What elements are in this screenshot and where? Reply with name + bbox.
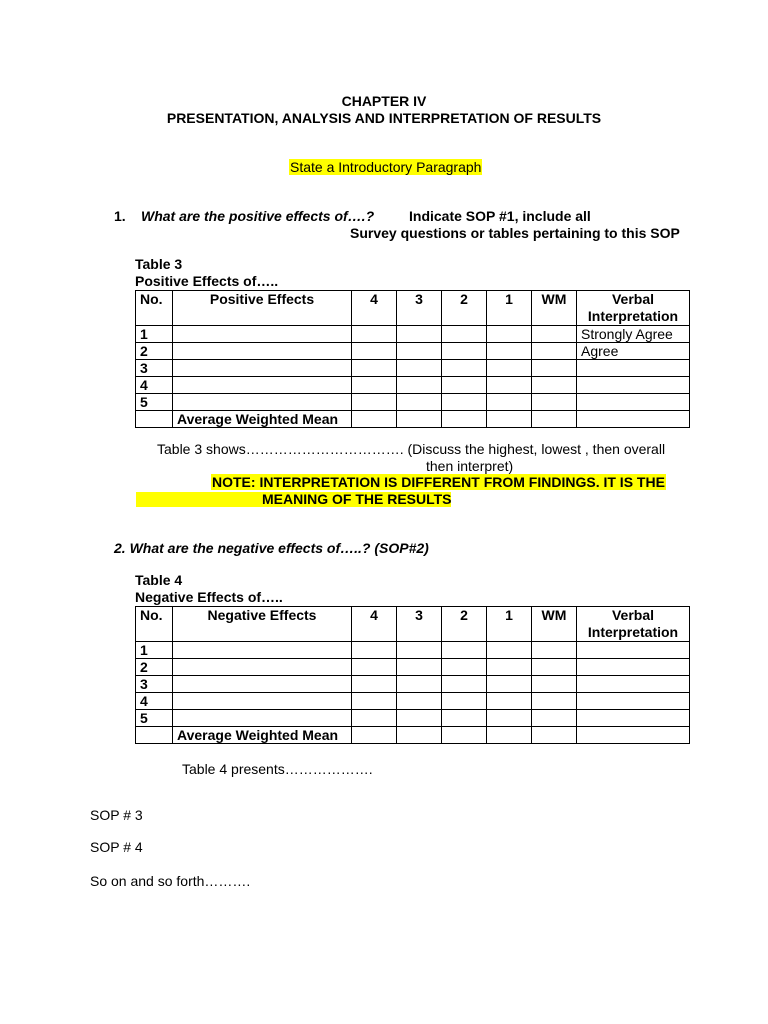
verbal-cell: Agree [577, 343, 690, 360]
row-number: 3 [136, 360, 173, 377]
row-number: 4 [136, 693, 173, 710]
sop-1-instruction: Indicate SOP #1, include all [409, 208, 591, 224]
col-header-3: 3 [397, 607, 442, 642]
note-line-1: NOTE: INTERPRETATION IS DIFFERENT FROM FINDINGS. IT IS THE [212, 474, 665, 490]
verbal-cell [577, 642, 690, 659]
table-average-row [136, 727, 690, 744]
table-row [136, 377, 690, 394]
col-header-2: 2 [442, 607, 487, 642]
table-3-header-row [136, 291, 690, 326]
row-number: 5 [136, 710, 173, 727]
table-4-header-row [136, 607, 690, 642]
table-3-discussion-cont: then interpret) [426, 458, 514, 474]
sop-3-label: SOP # 3 [90, 807, 143, 823]
row-number: 4 [136, 377, 173, 394]
verbal-cell [577, 394, 690, 411]
row-number: 1 [136, 642, 173, 659]
table-row [136, 360, 690, 377]
col-header-3: 3 [397, 291, 442, 326]
verbal-cell [577, 693, 690, 710]
table-4-label: Table 4 [135, 572, 183, 588]
col-header-effects: Positive Effects [173, 291, 352, 326]
table-row [136, 676, 690, 693]
so-on-text: So on and so forth………. [90, 873, 251, 889]
intro-paragraph-placeholder: State a Introductory Paragraph [290, 159, 482, 175]
table-3-label: Table 3 [135, 256, 183, 272]
verbal-cell [577, 360, 690, 377]
col-header-wm: WM [532, 607, 577, 642]
col-header-1: 1 [487, 291, 532, 326]
col-header-wm: WM [532, 291, 577, 326]
table-3-title: Positive Effects of….. [135, 273, 279, 289]
question-1-text: What are the positive effects of….? [141, 208, 375, 224]
sop-4-label: SOP # 4 [90, 839, 143, 855]
average-weighted-mean-label: Average Weighted Mean [173, 411, 352, 428]
table-row [136, 326, 690, 343]
row-number: 2 [136, 659, 173, 676]
row-number: 1 [136, 326, 173, 343]
col-header-no: No. [136, 607, 173, 642]
verbal-cell [577, 676, 690, 693]
verbal-cell: Strongly Agree [577, 326, 690, 343]
verbal-cell [577, 710, 690, 727]
col-header-1: 1 [487, 607, 532, 642]
note-line-2: MEANING OF THE RESULTS [262, 491, 452, 507]
col-header-2: 2 [442, 291, 487, 326]
sop-1-instruction-cont: Survey questions or tables pertaining to this SOP [350, 225, 680, 241]
verbal-cell [577, 659, 690, 676]
table-4 [135, 606, 690, 744]
row-number: 2 [136, 343, 173, 360]
table-row [136, 659, 690, 676]
question-1-number: 1. [114, 208, 126, 224]
chapter-title: PRESENTATION, ANALYSIS AND INTERPRETATION OF RESULTS [166, 110, 602, 126]
table-4-discussion: Table 4 presents………………. [182, 761, 373, 777]
row-number: 5 [136, 394, 173, 411]
table-4-title: Negative Effects of….. [135, 589, 283, 605]
question-2-text: 2. What are the negative effects of…..? (SOP#2) [114, 540, 429, 556]
table-average-row [136, 411, 690, 428]
average-weighted-mean-label: Average Weighted Mean [173, 727, 352, 744]
table-row [136, 710, 690, 727]
col-header-no: No. [136, 291, 173, 326]
table-3 [135, 290, 690, 428]
col-header-effects: Negative Effects [173, 607, 352, 642]
col-header-4: 4 [352, 291, 397, 326]
table-row [136, 693, 690, 710]
table-row [136, 642, 690, 659]
table-row [136, 343, 690, 360]
table-3-discussion: Table 3 shows……………………………. (Discuss the highest, lowest , then overall [157, 441, 666, 457]
row-number: 3 [136, 676, 173, 693]
col-header-verbal: Verbal Interpretation [577, 291, 690, 326]
col-header-4: 4 [352, 607, 397, 642]
col-header-verbal: Verbal Interpretation [577, 607, 690, 642]
verbal-cell [577, 377, 690, 394]
table-row [136, 394, 690, 411]
chapter-heading: CHAPTER IV [341, 93, 427, 109]
